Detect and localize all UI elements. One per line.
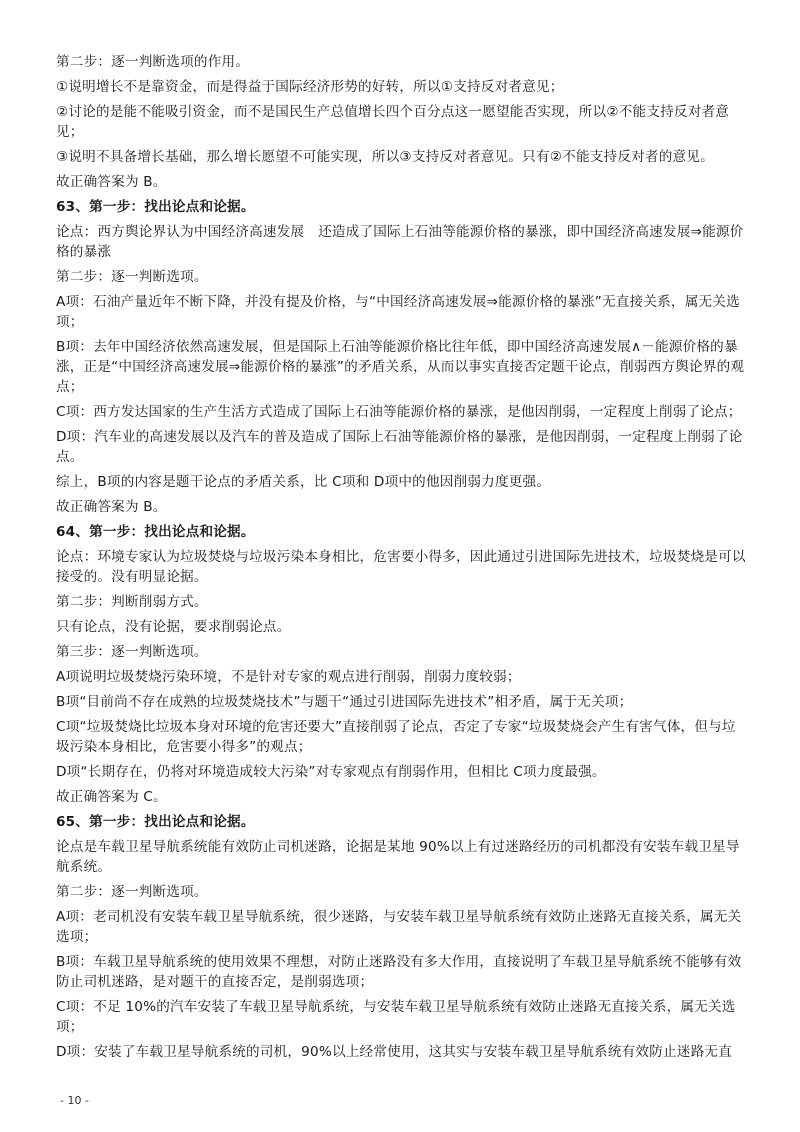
- text-line: ③说明不具备增长基础，那么增长愿望不可能实现，所以③支持反对者意见。只有②不能支持反对者的意见。: [56, 149, 714, 165]
- text-line: 综上，B项的内容是题干论点的矛盾关系，比 C项和 D项中的他因削弱力度更强。: [56, 474, 551, 490]
- text-line: C项：西方发达国家的生产生活方式造成了国际上石油等能源价格的暴涨，是他因削弱，一定程度上削弱了论点；: [56, 404, 742, 420]
- text-line: 故正确答案为 C。: [56, 789, 167, 805]
- text-line: ①说明增长不是靠资金，而是得益于国际经济形势的好转，所以①支持反对者意见；: [56, 79, 564, 95]
- page-number: - 10 -: [60, 1094, 89, 1107]
- text-line: A项：老司机没有安装车载卫星导航系统，很少迷路，与安装车载卫星导航系统有效防止迷路无直接关系，属无关选项；: [56, 909, 742, 945]
- text-line: 第三步：逐一判断选项。: [56, 644, 208, 660]
- text-line: C项“垃圾焚烧比垃圾本身对环境的危害还要大”直接削弱了论点，否定了专家“垃圾焚烧会产生有害气体，但与垃圾污染本身相比，危害要小得多”的观点；: [56, 719, 736, 755]
- text-line: D项：安装了车载卫星导航系统的司机，90%以上经常使用，这其实与安装车载卫星导航系统有效防止迷路无直: [56, 1044, 732, 1060]
- text-line: 论点：环境专家认为垃圾焚烧与垃圾污染本身相比，危害要小得多，因此通过引进国际先进技术，垃圾焚烧是可以接受的。没有明显论据。: [56, 549, 746, 585]
- text-line: D项：汽车业的高速发展以及汽车的普及造成了国际上石油等能源价格的暴涨，是他因削弱，一定程度上削弱了论点。: [56, 429, 743, 465]
- text-line: B项：去年中国经济依然高速发展，但是国际上石油等能源价格比往年低，即中国经济高速发展∧－能源价格的暴涨，正是“中国经济高速发展⇒能源价格的暴涨”的矛盾关系，从而以事实直接否定题干论点，削弱西方舆论界的观点；: [56, 339, 745, 395]
- text-line: 只有论点，没有论据，要求削弱论点。: [56, 619, 291, 635]
- text-line: D项“长期存在，仍将对环境造成较大污染”对专家观点有削弱作用，但相比 C项力度最强。: [56, 764, 606, 780]
- text-line: B项“目前尚不存在成熟的垃圾焚烧技术”与题干“通过引进国际先进技术”相矛盾，属于无关项；: [56, 694, 633, 710]
- text-line: 论点是车载卫星导航系统能有效防止司机迷路，论据是某地 90%以上有过迷路经历的司机都没有安装车载卫星导航系统。: [56, 839, 740, 875]
- text-line: 第二步：逐一判断选项的作用。: [56, 54, 250, 70]
- document-body: [56, 52, 746, 1067]
- text-line: 论点：西方舆论界认为中国经济高速发展 还造成了国际上石油等能源价格的暴涨，即中国经济高速发展⇒能源价格的暴涨: [56, 224, 744, 260]
- text-line: 第二步：逐一判断选项。: [56, 884, 208, 900]
- text-line: B项：车载卫星导航系统的使用效果不理想，对防止迷路没有多大作用，直接说明了车载卫星导航系统不能够有效防止司机迷路，是对题干的直接否定，是削弱选项；: [56, 954, 742, 990]
- text-line: ②讨论的是能不能吸引资金，而不是国民生产总值增长四个百分点这一愿望能否实现，所以②不能支持反对者意见；: [56, 104, 730, 140]
- text-line: C项：不足 10%的汽车安装了车载卫星导航系统，与安装车载卫星导航系统有效防止迷路无直接关系，属无关选项；: [56, 999, 736, 1035]
- text-line: A项说明垃圾焚烧污染环境，不是针对专家的观点进行削弱，削弱力度较弱；: [56, 669, 521, 685]
- text-line: A项：石油产量近年不断下降，并没有提及价格，与“中国经济高速发展⇒能源价格的暴涨”无直接关系，属无关选项；: [56, 294, 740, 330]
- question-heading: 63、第一步：找出论点和论据。: [56, 199, 255, 215]
- question-heading: 65、第一步：找出论点和论据。: [56, 814, 255, 830]
- text-line: 第二步：判断削弱方式。: [56, 594, 208, 610]
- text-line: 第二步：逐一判断选项。: [56, 269, 208, 285]
- question-heading: 64、第一步：找出论点和论据。: [56, 524, 255, 540]
- text-line: 故正确答案为 B。: [56, 499, 167, 515]
- text-line: 故正确答案为 B。: [56, 174, 167, 190]
